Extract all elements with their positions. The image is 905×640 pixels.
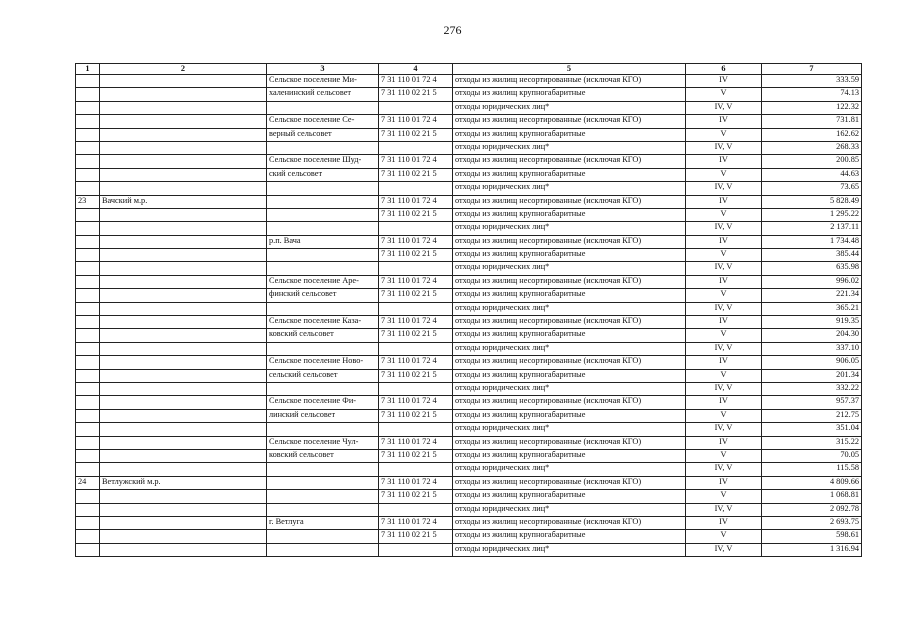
table-row: [76, 543, 862, 556]
district-cell: [100, 262, 267, 275]
settlement-cell: [267, 503, 379, 516]
district-cell: [100, 101, 267, 114]
fkko-code-cell: 7 31 110 01 72 4: [379, 396, 453, 409]
table-row: [76, 503, 862, 516]
settlement-cell: Сельское поселение Ново-: [267, 356, 379, 369]
fkko-code-cell: 7 31 110 01 72 4: [379, 316, 453, 329]
hazard-class-cell: IV, V: [686, 463, 762, 476]
fkko-code-cell: 7 31 110 02 21 5: [379, 289, 453, 302]
fkko-code-cell: 7 31 110 02 21 5: [379, 449, 453, 462]
row-number-cell: [76, 235, 100, 248]
district-cell: [100, 449, 267, 462]
district-cell: [100, 182, 267, 195]
district-cell: [100, 88, 267, 101]
waste-type-cell: отходы из жилищ крупногабаритные: [453, 409, 686, 422]
settlement-cell: [267, 382, 379, 395]
row-number-cell: [76, 182, 100, 195]
fkko-code-cell: [379, 382, 453, 395]
row-number-cell: [76, 101, 100, 114]
row-number-cell: [76, 75, 100, 88]
waste-type-cell: отходы юридических лиц*: [453, 101, 686, 114]
table-row: [76, 289, 862, 302]
waste-type-cell: отходы из жилищ несортированные (исключая КГО): [453, 115, 686, 128]
volume-cell: 333.59: [762, 75, 862, 88]
district-cell: [100, 128, 267, 141]
hazard-class-cell: IV: [686, 356, 762, 369]
hazard-class-cell: IV: [686, 275, 762, 288]
hazard-class-cell: V: [686, 409, 762, 422]
volume-cell: 957.37: [762, 396, 862, 409]
volume-cell: 5 828.49: [762, 195, 862, 208]
hazard-class-cell: IV, V: [686, 423, 762, 436]
fkko-code-cell: 7 31 110 02 21 5: [379, 530, 453, 543]
waste-type-cell: отходы из жилищ крупногабаритные: [453, 329, 686, 342]
settlement-cell: ский сельсовет: [267, 168, 379, 181]
settlement-cell: Сельское поселение Ми-: [267, 75, 379, 88]
waste-type-cell: отходы юридических лиц*: [453, 141, 686, 154]
hazard-class-cell: IV: [686, 436, 762, 449]
hazard-class-cell: IV: [686, 396, 762, 409]
settlement-cell: финский сельсовет: [267, 289, 379, 302]
volume-cell: 122.32: [762, 101, 862, 114]
settlement-cell: сельский сельсовет: [267, 369, 379, 382]
volume-cell: 1 295.22: [762, 208, 862, 221]
hazard-class-cell: IV, V: [686, 182, 762, 195]
volume-cell: 2 092.78: [762, 503, 862, 516]
column-header: 5: [453, 64, 686, 75]
volume-cell: 351.04: [762, 423, 862, 436]
fkko-code-cell: 7 31 110 02 21 5: [379, 409, 453, 422]
table-row: [76, 155, 862, 168]
settlement-cell: ковский сельсовет: [267, 449, 379, 462]
hazard-class-cell: IV: [686, 516, 762, 529]
volume-cell: 365.21: [762, 302, 862, 315]
settlement-cell: [267, 463, 379, 476]
fkko-code-cell: 7 31 110 01 72 4: [379, 275, 453, 288]
fkko-code-cell: [379, 141, 453, 154]
row-number-cell: [76, 382, 100, 395]
waste-type-cell: отходы юридических лиц*: [453, 302, 686, 315]
volume-cell: 2 693.75: [762, 516, 862, 529]
district-cell: [100, 356, 267, 369]
table-row: [76, 530, 862, 543]
column-header: 6: [686, 64, 762, 75]
hazard-class-cell: V: [686, 289, 762, 302]
district-cell: [100, 490, 267, 503]
settlement-cell: [267, 302, 379, 315]
row-number-cell: [76, 503, 100, 516]
table-row: [76, 75, 862, 88]
settlement-cell: халенинский сельсовет: [267, 88, 379, 101]
fkko-code-cell: 7 31 110 02 21 5: [379, 168, 453, 181]
volume-cell: 385.44: [762, 249, 862, 262]
row-number-cell: [76, 128, 100, 141]
hazard-class-cell: IV, V: [686, 503, 762, 516]
fkko-code-cell: [379, 463, 453, 476]
fkko-code-cell: 7 31 110 01 72 4: [379, 436, 453, 449]
hazard-class-cell: V: [686, 449, 762, 462]
settlement-cell: [267, 543, 379, 556]
waste-type-cell: отходы из жилищ несортированные (исключая КГО): [453, 476, 686, 489]
settlement-cell: ковский сельсовет: [267, 329, 379, 342]
settlement-cell: [267, 490, 379, 503]
table-row: [76, 101, 862, 114]
waste-type-cell: отходы из жилищ несортированные (исключая КГО): [453, 356, 686, 369]
fkko-code-cell: [379, 182, 453, 195]
row-number-cell: [76, 222, 100, 235]
table-row: [76, 275, 862, 288]
settlement-cell: г. Ветлуга: [267, 516, 379, 529]
row-number-cell: [76, 463, 100, 476]
district-cell: [100, 382, 267, 395]
settlement-cell: [267, 208, 379, 221]
row-number-cell: [76, 275, 100, 288]
volume-cell: 315.22: [762, 436, 862, 449]
table-row: [76, 182, 862, 195]
fkko-code-cell: 7 31 110 02 21 5: [379, 208, 453, 221]
waste-type-cell: отходы из жилищ несортированные (исключая КГО): [453, 516, 686, 529]
row-number-cell: [76, 316, 100, 329]
waste-type-cell: отходы юридических лиц*: [453, 543, 686, 556]
hazard-class-cell: IV, V: [686, 543, 762, 556]
row-number-cell: [76, 409, 100, 422]
row-number-cell: [76, 436, 100, 449]
district-cell: [100, 141, 267, 154]
district-cell: [100, 369, 267, 382]
column-header: 7: [762, 64, 862, 75]
table-row: [76, 141, 862, 154]
settlement-cell: [267, 262, 379, 275]
waste-type-cell: отходы из жилищ несортированные (исключая КГО): [453, 75, 686, 88]
row-number-cell: [76, 516, 100, 529]
settlement-cell: Сельское поселение Аре-: [267, 275, 379, 288]
row-number-cell: [76, 543, 100, 556]
waste-type-cell: отходы из жилищ крупногабаритные: [453, 88, 686, 101]
table-header-row: [76, 64, 862, 75]
fkko-code-cell: 7 31 110 01 72 4: [379, 115, 453, 128]
volume-cell: 731.81: [762, 115, 862, 128]
waste-type-cell: отходы из жилищ несортированные (исключая КГО): [453, 155, 686, 168]
row-number-cell: [76, 530, 100, 543]
volume-cell: 635.98: [762, 262, 862, 275]
waste-type-cell: отходы из жилищ несортированные (исключая КГО): [453, 235, 686, 248]
waste-type-cell: отходы юридических лиц*: [453, 182, 686, 195]
fkko-code-cell: [379, 342, 453, 355]
table-row: [76, 396, 862, 409]
fkko-code-cell: 7 31 110 01 72 4: [379, 356, 453, 369]
column-header: 2: [100, 64, 267, 75]
hazard-class-cell: IV, V: [686, 222, 762, 235]
table-row: [76, 490, 862, 503]
waste-type-cell: отходы из жилищ несортированные (исключая КГО): [453, 316, 686, 329]
district-cell: [100, 302, 267, 315]
table-row: [76, 436, 862, 449]
hazard-class-cell: IV: [686, 115, 762, 128]
row-number-cell: [76, 356, 100, 369]
table-row: [76, 329, 862, 342]
waste-type-cell: отходы из жилищ крупногабаритные: [453, 449, 686, 462]
hazard-class-cell: IV, V: [686, 262, 762, 275]
table-row: [76, 88, 862, 101]
row-number-cell: [76, 249, 100, 262]
district-cell: [100, 316, 267, 329]
row-number-cell: [76, 208, 100, 221]
table-row: [76, 115, 862, 128]
settlement-cell: Сельское поселение Чул-: [267, 436, 379, 449]
fkko-code-cell: 7 31 110 02 21 5: [379, 490, 453, 503]
fkko-code-cell: [379, 302, 453, 315]
settlement-cell: [267, 141, 379, 154]
hazard-class-cell: V: [686, 530, 762, 543]
settlement-cell: Сельское поселение Фи-: [267, 396, 379, 409]
settlement-cell: верный сельсовет: [267, 128, 379, 141]
hazard-class-cell: IV, V: [686, 101, 762, 114]
table-row: [76, 235, 862, 248]
row-number-cell: 23: [76, 195, 100, 208]
page-number: 276: [443, 23, 462, 37]
fkko-code-cell: 7 31 110 02 21 5: [379, 329, 453, 342]
district-cell: [100, 409, 267, 422]
waste-type-cell: отходы юридических лиц*: [453, 342, 686, 355]
table-row: [76, 356, 862, 369]
district-cell: [100, 543, 267, 556]
waste-type-cell: отходы юридических лиц*: [453, 503, 686, 516]
settlement-cell: [267, 222, 379, 235]
district-cell: [100, 342, 267, 355]
fkko-code-cell: [379, 423, 453, 436]
waste-type-cell: отходы из жилищ крупногабаритные: [453, 530, 686, 543]
settlement-cell: [267, 182, 379, 195]
volume-cell: 1 068.81: [762, 490, 862, 503]
row-number-cell: [76, 490, 100, 503]
volume-cell: 4 809.66: [762, 476, 862, 489]
fkko-code-cell: 7 31 110 02 21 5: [379, 249, 453, 262]
settlement-cell: Сельское поселение Шуд-: [267, 155, 379, 168]
row-number-cell: [76, 329, 100, 342]
hazard-class-cell: IV: [686, 235, 762, 248]
table-row: [76, 382, 862, 395]
row-number-cell: [76, 302, 100, 315]
hazard-class-cell: IV: [686, 316, 762, 329]
fkko-code-cell: 7 31 110 01 72 4: [379, 195, 453, 208]
hazard-class-cell: IV: [686, 195, 762, 208]
hazard-class-cell: IV, V: [686, 342, 762, 355]
fkko-code-cell: 7 31 110 01 72 4: [379, 155, 453, 168]
volume-cell: 74.13: [762, 88, 862, 101]
volume-cell: 115.58: [762, 463, 862, 476]
district-cell: [100, 115, 267, 128]
table-row: [76, 316, 862, 329]
volume-cell: 44.63: [762, 168, 862, 181]
district-cell: [100, 155, 267, 168]
table-body: [76, 75, 862, 557]
fkko-code-cell: [379, 101, 453, 114]
row-number-cell: [76, 423, 100, 436]
district-cell: [100, 423, 267, 436]
district-cell: [100, 530, 267, 543]
district-cell: [100, 75, 267, 88]
row-number-cell: [76, 168, 100, 181]
hazard-class-cell: V: [686, 490, 762, 503]
waste-type-cell: отходы из жилищ крупногабаритные: [453, 289, 686, 302]
table-row: [76, 369, 862, 382]
volume-cell: 337.10: [762, 342, 862, 355]
waste-type-cell: отходы из жилищ несортированные (исключая КГО): [453, 195, 686, 208]
volume-cell: 201.34: [762, 369, 862, 382]
hazard-class-cell: IV, V: [686, 302, 762, 315]
fkko-code-cell: [379, 222, 453, 235]
fkko-code-cell: 7 31 110 02 21 5: [379, 369, 453, 382]
district-cell: [100, 249, 267, 262]
settlement-cell: линский сельсовет: [267, 409, 379, 422]
row-number-cell: [76, 88, 100, 101]
hazard-class-cell: V: [686, 329, 762, 342]
hazard-class-cell: V: [686, 369, 762, 382]
volume-cell: 906.05: [762, 356, 862, 369]
column-header: 4: [379, 64, 453, 75]
settlement-cell: р.п. Вача: [267, 235, 379, 248]
volume-cell: 332.22: [762, 382, 862, 395]
table-row: [76, 342, 862, 355]
hazard-class-cell: IV, V: [686, 141, 762, 154]
district-cell: [100, 396, 267, 409]
settlement-cell: Сельское поселение Каза-: [267, 316, 379, 329]
district-cell: [100, 463, 267, 476]
volume-cell: 204.30: [762, 329, 862, 342]
table-row: [76, 423, 862, 436]
table-row: [76, 449, 862, 462]
waste-type-cell: отходы из жилищ несортированные (исключая КГО): [453, 275, 686, 288]
waste-type-cell: отходы из жилищ крупногабаритные: [453, 208, 686, 221]
settlement-cell: [267, 249, 379, 262]
settlement-cell: Сельское поселение Се-: [267, 115, 379, 128]
row-number-cell: [76, 289, 100, 302]
district-cell: [100, 436, 267, 449]
waste-type-cell: отходы из жилищ крупногабаритные: [453, 369, 686, 382]
table-row: [76, 302, 862, 315]
table-row: [76, 208, 862, 221]
volume-cell: 162.62: [762, 128, 862, 141]
table-row: [76, 476, 862, 489]
fkko-code-cell: 7 31 110 01 72 4: [379, 476, 453, 489]
settlement-cell: [267, 195, 379, 208]
district-cell: [100, 235, 267, 248]
table-row: [76, 463, 862, 476]
hazard-class-cell: V: [686, 249, 762, 262]
settlement-cell: [267, 423, 379, 436]
hazard-class-cell: IV: [686, 75, 762, 88]
district-cell: [100, 222, 267, 235]
row-number-cell: [76, 449, 100, 462]
row-number-cell: [76, 396, 100, 409]
volume-cell: 268.33: [762, 141, 862, 154]
district-cell: [100, 168, 267, 181]
hazard-class-cell: V: [686, 168, 762, 181]
column-header: 3: [267, 64, 379, 75]
volume-cell: 1 734.48: [762, 235, 862, 248]
volume-cell: 70.05: [762, 449, 862, 462]
hazard-class-cell: IV, V: [686, 382, 762, 395]
settlement-cell: [267, 101, 379, 114]
hazard-class-cell: IV: [686, 155, 762, 168]
fkko-code-cell: [379, 543, 453, 556]
fkko-code-cell: 7 31 110 02 21 5: [379, 128, 453, 141]
row-number-cell: [76, 262, 100, 275]
waste-type-cell: отходы юридических лиц*: [453, 382, 686, 395]
district-cell: [100, 208, 267, 221]
row-number-cell: [76, 141, 100, 154]
waste-type-cell: отходы юридических лиц*: [453, 463, 686, 476]
table-row: [76, 516, 862, 529]
row-number-cell: [76, 155, 100, 168]
waste-table: [75, 63, 862, 557]
waste-type-cell: отходы юридических лиц*: [453, 222, 686, 235]
volume-cell: 221.34: [762, 289, 862, 302]
district-cell: [100, 503, 267, 516]
fkko-code-cell: 7 31 110 01 72 4: [379, 235, 453, 248]
volume-cell: 73.65: [762, 182, 862, 195]
hazard-class-cell: V: [686, 128, 762, 141]
district-cell: [100, 516, 267, 529]
row-number-cell: [76, 342, 100, 355]
table-row: [76, 128, 862, 141]
district-cell: [100, 329, 267, 342]
waste-type-cell: отходы из жилищ крупногабаритные: [453, 249, 686, 262]
hazard-class-cell: IV: [686, 476, 762, 489]
row-number-cell: [76, 369, 100, 382]
hazard-class-cell: V: [686, 88, 762, 101]
volume-cell: 212.75: [762, 409, 862, 422]
fkko-code-cell: 7 31 110 01 72 4: [379, 75, 453, 88]
fkko-code-cell: 7 31 110 02 21 5: [379, 88, 453, 101]
row-number-cell: 24: [76, 476, 100, 489]
volume-cell: 598.61: [762, 530, 862, 543]
waste-type-cell: отходы юридических лиц*: [453, 423, 686, 436]
row-number-cell: [76, 115, 100, 128]
district-cell: Вачский м.р.: [100, 195, 267, 208]
waste-type-cell: отходы из жилищ крупногабаритные: [453, 128, 686, 141]
table-row: [76, 195, 862, 208]
column-header: 1: [76, 64, 100, 75]
volume-cell: 2 137.11: [762, 222, 862, 235]
volume-cell: 1 316.94: [762, 543, 862, 556]
waste-type-cell: отходы из жилищ несортированные (исключая КГО): [453, 396, 686, 409]
district-cell: [100, 275, 267, 288]
fkko-code-cell: [379, 503, 453, 516]
waste-type-cell: отходы из жилищ крупногабаритные: [453, 168, 686, 181]
district-cell: [100, 289, 267, 302]
table-row: [76, 409, 862, 422]
volume-cell: 200.85: [762, 155, 862, 168]
settlement-cell: [267, 476, 379, 489]
waste-type-cell: отходы юридических лиц*: [453, 262, 686, 275]
table-row: [76, 262, 862, 275]
fkko-code-cell: 7 31 110 01 72 4: [379, 516, 453, 529]
settlement-cell: [267, 342, 379, 355]
table-row: [76, 222, 862, 235]
fkko-code-cell: [379, 262, 453, 275]
volume-cell: 996.02: [762, 275, 862, 288]
volume-cell: 919.35: [762, 316, 862, 329]
hazard-class-cell: V: [686, 208, 762, 221]
district-cell: Ветлужский м.р.: [100, 476, 267, 489]
settlement-cell: [267, 530, 379, 543]
waste-type-cell: отходы из жилищ крупногабаритные: [453, 490, 686, 503]
table-row: [76, 249, 862, 262]
waste-type-cell: отходы из жилищ несортированные (исключая КГО): [453, 436, 686, 449]
table-row: [76, 168, 862, 181]
